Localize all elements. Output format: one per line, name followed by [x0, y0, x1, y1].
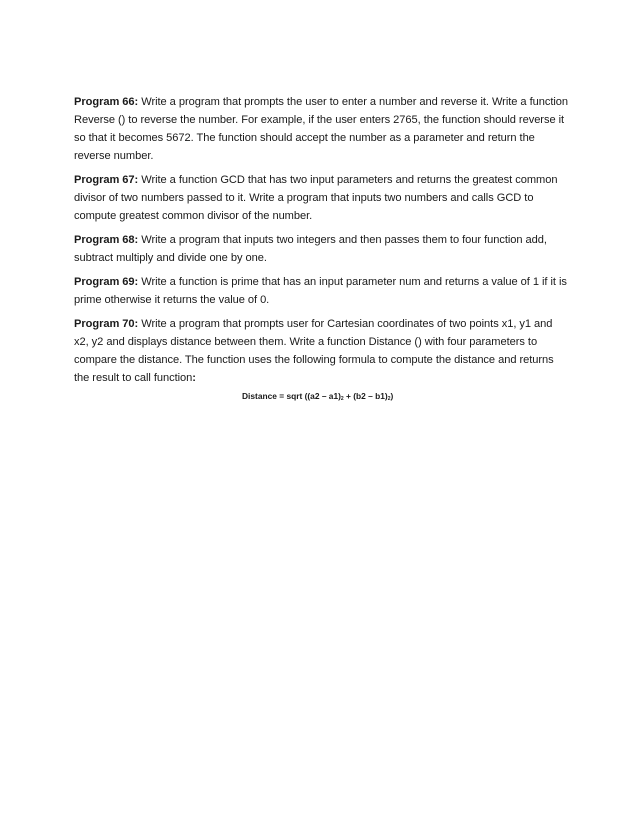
program-68-text: Write a program that inputs two integers and then passes them to four function add, subtract multiply and divide one by one.	[74, 234, 547, 264]
program-66-label: Program 66:	[74, 96, 139, 108]
program-69	[74, 273, 570, 309]
document-body	[74, 93, 570, 405]
formula-prefix: Distance = sqrt ((a2 – a1)	[242, 391, 341, 401]
formula-sub-1: 2	[340, 396, 344, 402]
program-68-label: Program 68:	[74, 234, 139, 246]
formula-suffix: )	[390, 391, 394, 401]
program-67	[74, 171, 570, 225]
program-69-text: Write a function is prime that has an input parameter num and returns a value of 1 if it is prime otherwise it returns the value of 0.	[74, 276, 567, 306]
program-67-text: Write a function GCD that has two input parameters and returns the greatest common divisor of two numbers passed to it. Write a program that inputs two numbers and calls GCD to compute greatest common divisor of the number.	[74, 174, 558, 222]
program-68	[74, 231, 570, 267]
program-69-label: Program 69:	[74, 276, 139, 288]
distance-formula	[74, 390, 570, 405]
program-70	[74, 315, 570, 387]
program-70-colon: :	[192, 372, 196, 384]
formula-sub-2: 2	[387, 396, 391, 402]
program-70-text: Write a program that prompts user for Cartesian coordinates of two points x1, y1 and x2, y2 and displays distance between them. Write a function Distance () with four parameters to compare the distance. The function uses the following formula to compute the distance and returns the result to call function	[74, 318, 554, 384]
program-67-label: Program 67:	[74, 174, 139, 186]
program-66-text: Write a program that prompts the user to enter a number and reverse it. Write a function Reverse () to reverse the number. For example, if the user enters 2765, the function should reverse it so that it becomes 5672. The function should accept the number as a parameter and return the reverse number.	[74, 96, 569, 162]
program-70-label: Program 70:	[74, 318, 139, 330]
program-66	[74, 93, 570, 165]
formula-middle: + (b2 – b1)	[343, 391, 388, 401]
